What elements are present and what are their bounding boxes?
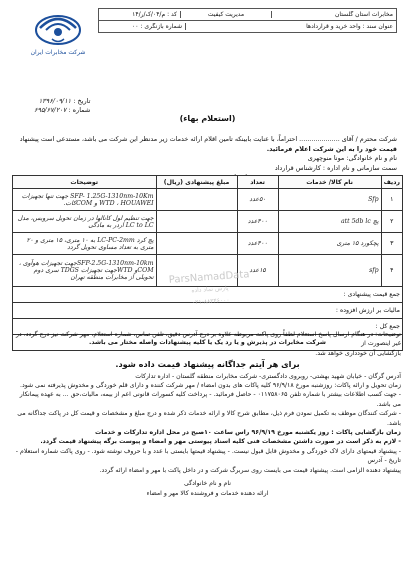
document-header [18, 6, 401, 64]
row-index: ۲ [381, 211, 402, 233]
acceptance-note: شرکت مخابرات در پذیرش و یا رد یک یا کلیه پیشنهادات واصله مختار می باشد. [13, 335, 403, 351]
row-item-name: Sfp [278, 189, 381, 211]
watermark-line-3: ۰۲۱-۸۸۳۴۶۰۰۰ [191, 296, 230, 307]
total-label: جمع کل : [13, 319, 403, 335]
row-item-name: پچ att 5db lc [278, 211, 381, 233]
company-logo [18, 6, 98, 62]
table-header-row [13, 176, 403, 189]
row-item-name: sfp [278, 255, 381, 287]
footer-address: آدرس گرگان - خیابان شهید بهشتی- روبروی دادگستری- شرکت مخابرات منطقه گلستان - اداره تدارکات [135, 372, 401, 380]
header-info-table [98, 8, 397, 33]
footer-emphasis: برای هر آیتم جداگانه پیشنهاد قیمت داده شود. [115, 359, 300, 370]
doc-title: عنوان سند : واحد خرید و قراردادها [185, 23, 396, 30]
footer-contact: - جهت کسب اطلاعات بیشتر با شماره تلفن ۰۱۱۷۵۸۰۶۵ - حاصل فرمائید. - پرداخت کلیه کسورات قانونی اعم از بیمه، مالیات،حق ... به عهده پیمانکار می باشد. [19, 391, 401, 408]
table-row [13, 189, 403, 211]
footer-line-1: توضیحات: در هنگام ارسال پاسخ استعلام لطفاً روی پاکت مربوطه علاوه بر درج آدرس دقیق، تلفن تماس، شماره استعلام، مهر شرکت نیز درج گردد. در غیر اینصورت از [16, 331, 401, 348]
col-header-name: نام کالا/ خدمات [278, 176, 381, 189]
footer-rules-cont: پیشنهاد دهنده الزامی است. پیشنهاد قیمت می بایست روی سربرگ شرکت و در داخل پاکت با مهر و امضاء ارائه گردد. [99, 466, 401, 474]
row-desc: پچ کرد LC-PC-2mm به ۱۰ متری، ۱۵ متری و ۲۰ متری به تعداد مساوی تحویل گردد [13, 233, 157, 255]
number-label: شماره : [68, 106, 91, 114]
row-desc: SFP- 1.25G-1310nm-10Km جهت تنها تجهیزات WTD ، HOUAWEI و COMکات. [13, 189, 157, 211]
row-price-field[interactable] [156, 233, 237, 255]
row-index: ۳ [381, 233, 402, 255]
row-index: ۴ [381, 255, 402, 287]
row-qty: ۴۰۰عدد [237, 233, 278, 255]
sum-label: جمع قیمت پیشنهادی : [13, 287, 403, 303]
date-number-block [34, 97, 90, 115]
intro-line-1: شرکت محترم / آقای .................... احتراماً، با عنایت بابینکه تامین اقلام ارائه خدمات زیر مدنظر این شرکت می باشد، مستدعی است پیشنهاد [19, 135, 397, 143]
footer-obligation: - شرکت کنندگان موظف به تکمیل نمودن فرم ذیل، مطابق شرح کالا و ارائه خدمات ذکر شده و درج مبلغ و مشخصات و قیمت کل در پاکت جداگانه می باشد. [17, 410, 401, 427]
row-desc: جهت تنظیم لول کانالها در زمان تحویل سرویس، مدل LC to LC اردر به مادگی [13, 211, 157, 233]
intro-line-2: قیمت خود را به این شرکت اعلام فرمائید. [266, 144, 397, 153]
requester-name: نام و نام خانوادگی: مونا منوچهری [307, 154, 397, 162]
row-desc: SFP-2.5G-1310nm-10kmجهت تجهیزات هوآوی ، COMو WTDجهت تجهیزات TDGS سری دوم تحویلی از مخابرات منطقه تهران [13, 255, 157, 287]
footer-rules: - پیشنهاد قیمتهای دارای لاک خوردگی و مخدوش قابل قبول نیست. - پیشنهاد قیمتها بایستی با عدد و با حروف نوشته شود. - روی پاکت شماره استعلام - تاریخ - آدرس [15, 447, 401, 465]
bidder-signature-label: ارائه دهنده خدمات و فروشنده کالا مهر و امضاء [146, 489, 269, 497]
row-index: ۱ [381, 189, 402, 211]
vat-label: مالیات بر ارزش افزوده : [13, 303, 403, 319]
revision-number: شماره بازنگری : ۰۰ [132, 23, 182, 30]
col-header-index: ردیف [381, 176, 402, 189]
form-code: کد : م/۰۴/ک/ر/۱۴ [132, 11, 177, 18]
page-title: (استعلام بهاء) [179, 114, 236, 123]
date-value: ۱۳۹۶/۰۹/۱۱ [38, 97, 72, 105]
footer-technical-note: - لازم به ذکر است در صورت داشتن مشخصات فنی کلیه اسناد پیوستی مهر و امضاء و پیوست برگه پیشنهاد قیمت گردد. [40, 438, 401, 446]
footer-notes [14, 330, 401, 498]
inquiry-table [12, 175, 403, 351]
col-header-price: مبلغ پیشنهادی (ریال) [156, 176, 237, 189]
row-qty: ۴۰۰عدد [237, 211, 278, 233]
footer-opening-time: زمان بازگشایی پاکات : روز یکشنبه مورخ ۹۶/۹/۱۹ راس ساعت ۱۰صبح در محل اداره تدارکات و خدمات [95, 429, 401, 437]
row-price-field[interactable] [156, 189, 237, 211]
footer-delivery: زمان تحویل و ارائه پاکات: روزشنبه مورخ ۹۶/۹/۱۸ کلیه پاکات های بدون امضاء / مهر شرکت کننده و دارای قلم خوردگی و مخدوش پذیرفته نمی شود. [19, 382, 401, 390]
unit-name: مدیریت کیفیت [180, 11, 271, 18]
col-header-desc: توضیحات [13, 176, 157, 189]
number-value: ۶۹۵/۶۷/۲۰۷ [34, 106, 67, 114]
telecom-emblem-icon [30, 6, 86, 48]
row-item-name: پچکورد ۱۵ متری [278, 233, 381, 255]
row-qty: ۱۵عدد [237, 255, 278, 287]
watermark-line-2: پارس نماد داده [191, 284, 229, 295]
row-price-field[interactable] [156, 211, 237, 233]
row-qty: ۵۰عدد [237, 189, 278, 211]
bidder-name-label: نام و نام خانوادگی [184, 480, 231, 488]
table-row [13, 211, 403, 233]
table-row [13, 233, 403, 255]
footer-line-2: بازگشایی آن خودداری خواهد شد. [315, 349, 401, 357]
watermark-line-1: ParsNamadData [168, 269, 250, 286]
col-header-qty: تعداد [237, 176, 278, 189]
date-label: تاریخ : [73, 97, 91, 105]
logo-caption: شرکت مخابرات ایران [30, 49, 86, 56]
org-name: مخابرات استان گلستان [271, 11, 396, 18]
requester-position: سمت سازمانی و نام اداره : کارشناس قرارداد [274, 163, 397, 172]
